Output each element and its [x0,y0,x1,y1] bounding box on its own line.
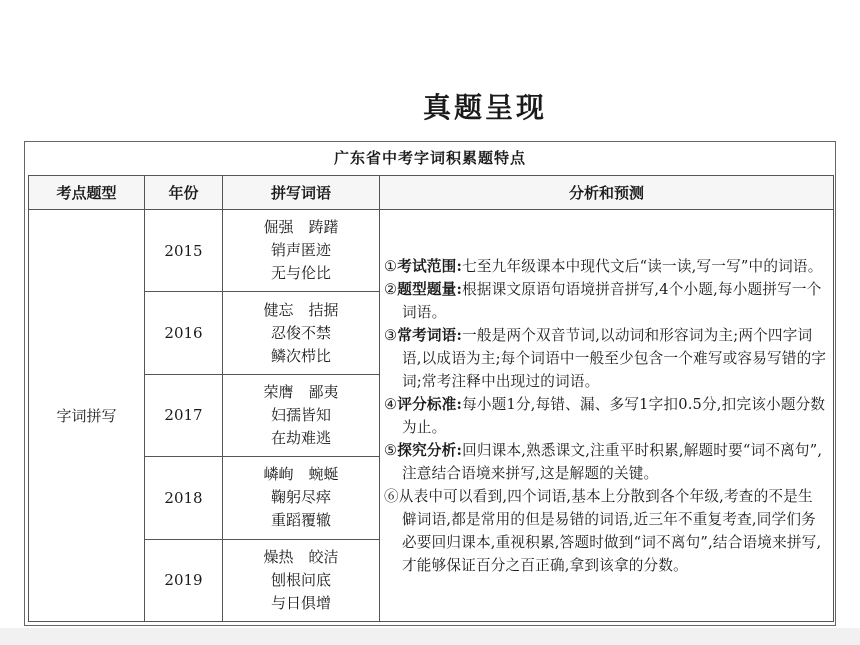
year-cell: 2019 [145,539,223,621]
item-separator: : [456,257,463,275]
item-text: 根据课文原语句语境拼音拼写,4个小题,每小题拼写一个词语。 [402,280,822,321]
analysis-item [384,485,827,577]
item-number: ② [384,280,398,298]
analysis-item [384,324,827,393]
item-label: 探究分析 [397,441,457,459]
words-cell [223,457,380,539]
analysis-item [384,255,827,278]
item-separator: : [456,395,463,413]
table-frame [24,141,836,626]
item-text: 每小题1分,每错、漏、多写1字扣0.5分,扣完该小题分数为止。 [402,395,826,436]
item-label: 常考词语 [397,326,457,344]
item-label: 题型题量 [397,280,457,298]
item-text: 从表中可以看到,四个词语,基本上分散到各个年级,考查的不是生僻词语,都是常用的但是易错的词语,近三年不重复考查,同学们务必要回归课本,重视积累,答题时做到“词不离句”,结合语境来拼写,才能够保证百分之百正确,拿到该拿的分数。 [398,487,822,574]
word-line: 无与伦比 [270,264,331,283]
word-line: 倔强 踌躇 [263,218,339,237]
words-cell [223,539,380,621]
item-number: ⑥ [384,487,399,505]
analysis-cell [380,210,834,622]
words-cell [223,210,380,292]
header-year: 年份 [145,176,223,210]
item-number: ③ [384,326,398,344]
item-separator: : [456,441,463,459]
analysis-item [384,439,827,485]
word-line: 鳞次栉比 [270,346,331,365]
header-type: 考点题型 [29,176,145,210]
item-separator: : [456,326,463,344]
word-line: 荣膺 鄙夷 [263,382,339,401]
word-line: 刨根问底 [270,570,331,589]
item-number: ④ [384,395,398,413]
features-table [28,175,834,622]
year-cell: 2016 [145,292,223,374]
category-cell: 字词拼写 [29,210,145,622]
item-number: ⑤ [384,441,398,459]
words-cell [223,374,380,456]
slide-title: 真题呈现 [422,91,547,124]
item-number: ① [384,257,398,275]
year-cell: 2018 [145,457,223,539]
item-text: 一般是两个双音节词,以动词和形容词为主;两个四字词语,以成语为主;每个词语中一般至少包含一个难写或容易写错的字词;常考注释中出现过的词语。 [402,326,827,390]
word-line: 在劫难逃 [270,428,331,447]
header-row [29,176,834,210]
item-label: 评分标准 [397,395,457,413]
analysis-item [384,393,827,439]
item-label: 考试范围 [397,257,457,275]
word-line: 燥热 皎洁 [263,547,339,566]
word-line: 妇孺皆知 [270,405,331,424]
word-line: 嶙峋 蜿蜒 [263,465,339,484]
header-analysis: 分析和预测 [380,176,834,210]
word-line: 忍俊不禁 [270,323,331,342]
table-caption: 广东省中考字词积累题特点 [333,149,526,167]
word-line: 与日俱增 [270,593,331,612]
year-cell: 2015 [145,210,223,292]
item-text: 七至九年级课本中现代文后“读一读,写一写”中的词语。 [462,257,823,275]
word-line: 健忘 拮据 [263,300,339,319]
table-row [29,210,834,292]
word-line: 销声匿迹 [270,241,331,260]
word-line: 重蹈覆辙 [270,511,331,530]
year-cell: 2017 [145,374,223,456]
word-line: 鞠躬尽瘁 [270,488,331,507]
header-words: 拼写词语 [223,176,380,210]
item-text: 回归课本,熟悉课文,注重平时积累,解题时要“词不离句”,注意结合语境来拼写,这是解题的关键。 [402,441,823,482]
analysis-item [384,278,827,324]
bottom-band [0,628,860,645]
words-cell [223,292,380,374]
item-separator: : [456,280,463,298]
